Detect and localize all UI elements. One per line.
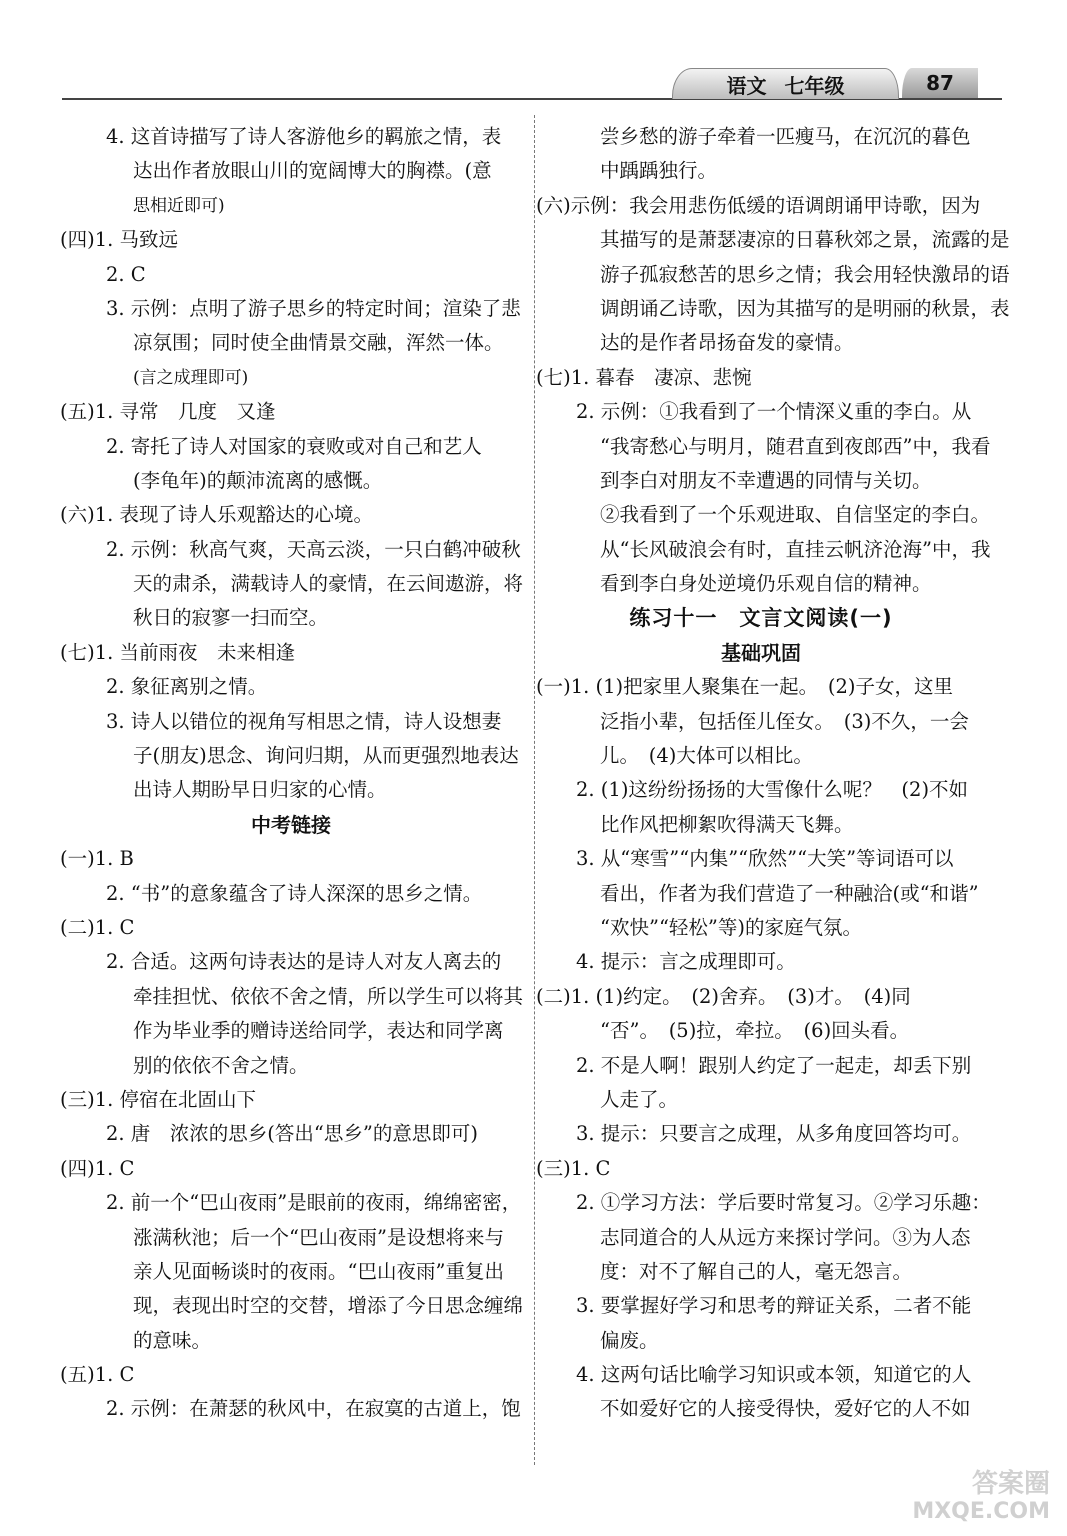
text-line: 3. 要掌握好学习和思考的辩证关系，二者不能 <box>576 1294 972 1318</box>
text-line: 出诗人期盼早日归家的心情。 <box>133 778 387 802</box>
section-heading: 基础巩固 <box>721 640 801 665</box>
text-line: (六)1. 表现了诗人乐观豁达的心境。 <box>60 503 374 527</box>
text-line: 4. 这首诗描写了诗人客游他乡的羁旅之情，表 <box>106 125 502 148</box>
text-line: 偏废。 <box>600 1328 659 1352</box>
text-line: 中踽踽独行。 <box>600 159 718 183</box>
text-line: 2. 示例：在萧瑟的秋风中，在寂寞的古道上，饱 <box>106 1397 521 1421</box>
text-line: 2. 示例：①我看到了一个情深义重的李白。从 <box>576 400 972 424</box>
text-line: 2. 寄托了诗人对国家的衰败或对自己和艺人 <box>106 434 482 458</box>
text-line: 3. 从“寒雪”“内集”“欣然”“大笑”等词语可以 <box>576 847 954 871</box>
text-line: (六)示例：我会用悲伤低缓的语调朗诵甲诗歌，因为 <box>536 193 981 217</box>
text-line: 亲人见面畅谈时的夜雨。“巴山夜雨”重复出 <box>133 1259 504 1283</box>
text-line: (三)1. C <box>536 1156 611 1180</box>
header-subject-tab <box>672 68 899 99</box>
text-line: 2. 唐 浓浓的思乡(答出“思乡”的意思即可) <box>106 1122 478 1146</box>
text-line: 别的依依不舍之情。 <box>133 1053 309 1077</box>
text-line: (四)1. C <box>60 1156 135 1180</box>
text-line: 3. 提示：只要言之成理，从多角度回答均可。 <box>576 1122 972 1146</box>
text-line: 泛指小辈，包括侄儿侄女。 (3)不久，一会 <box>600 709 969 733</box>
text-line: 不如爱好它的人接受得快，爱好它的人不如 <box>600 1397 971 1421</box>
section-heading: 练习十一 文言文阅读(一) <box>629 606 893 631</box>
text-line: 2. 合适。这两句诗表达的是诗人对友人离去的 <box>106 950 502 974</box>
text-line: 2. C <box>106 262 146 286</box>
text-line: 现，表现出时空的交替，增添了今日思念缠绵 <box>133 1294 524 1318</box>
text-line: (四)1. 马致远 <box>60 228 179 252</box>
text-line: (一)1. (1)把家里人聚集在一起。 (2)子女，这里 <box>536 675 954 699</box>
text-line: 人走了。 <box>600 1087 679 1111</box>
text-line: 看到李白身处逆境仍乐观自信的精神。 <box>600 572 932 596</box>
text-line: 的意味。 <box>133 1328 212 1352</box>
text-line: 3. 诗人以错位的视角写相思之情，诗人设想妻 <box>106 709 502 733</box>
left-column <box>60 120 522 1427</box>
text-line: ②我看到了一个乐观进取、自信坚定的李白。 <box>600 503 991 527</box>
text-line: (七)1. 当前雨夜 未来相逢 <box>60 640 296 664</box>
text-line: 到李白对朋友不幸遭遇的同情与关切。 <box>600 468 932 492</box>
text-line: 2. “书”的意象蕴含了诗人深深的思乡之情。 <box>106 881 483 905</box>
section-heading: 中考链接 <box>251 812 331 837</box>
text-line: (李龟年)的颠沛流离的感慨。 <box>133 468 383 492</box>
watermark <box>850 1470 1050 1530</box>
text-line: 秋日的寂寥一扫而空。 <box>133 606 329 630</box>
text-line: (一)1. B <box>60 847 134 871</box>
text-line: 尝乡愁的游子牵着一匹瘦马，在沉沉的暮色 <box>600 125 971 148</box>
text-line: “我寄愁心与明月，随君直到夜郎西”中，我看 <box>600 434 991 458</box>
text-line: 调朗诵乙诗歌，因为其描写的是明丽的秋景，表 <box>600 296 1010 320</box>
text-line: 达的是作者昂扬奋发的豪情。 <box>600 331 854 355</box>
text-line: (二)1. (1)约定。 (2)舍弃。 (3)才。 (4)同 <box>536 984 911 1008</box>
page-number: 87 <box>902 68 978 98</box>
text-line: 志同道合的人从远方来探讨学问。③为人态 <box>600 1225 971 1249</box>
text-line: 儿。 (4)大体可以相比。 <box>600 744 813 768</box>
text-line: (七)1. 暮春 凄凉、悲惋 <box>536 365 752 389</box>
text-line: (二)1. C <box>60 915 135 939</box>
watermark-url: MXQE.COM <box>912 1499 1050 1524</box>
text-line: 游子孤寂愁苦的思乡之情；我会用轻快激昂的语 <box>600 262 1010 286</box>
right-column <box>536 120 1010 1427</box>
text-line: 2. 前一个“巴山夜雨”是眼前的夜雨，绵绵密密， <box>106 1191 522 1215</box>
text-line: 从“长风破浪会有时，直挂云帆济沧海”中，我 <box>600 537 991 561</box>
text-line: 2. 象征离别之情。 <box>106 675 268 699</box>
text-line: 思相近即可) <box>133 195 225 216</box>
text-line: (三)1. 停宿在北固山下 <box>60 1087 257 1111</box>
text-line: 作为毕业季的赠诗送给同学，表达和同学离 <box>133 1019 504 1043</box>
text-line: 4. 这两句话比喻学习知识或本领，知道它的人 <box>576 1363 972 1387</box>
text-line: 天的肃杀，满载诗人的豪情，在云间遨游，将 <box>133 572 524 596</box>
text-line: 看出，作者为我们营造了一种融洽(或“和谐” <box>600 881 979 905</box>
text-line: 涨满秋池；后一个“巴山夜雨”是设想将来与 <box>133 1225 504 1249</box>
text-line: 牵挂担忧、依依不舍之情，所以学生可以将其 <box>133 984 524 1008</box>
text-line: 比作风把柳絮吹得满天飞舞。 <box>600 812 854 836</box>
text-line: 4. 提示：言之成理即可。 <box>576 950 796 974</box>
text-line: 度：对不了解自己的人，毫无怨言。 <box>600 1259 913 1283</box>
text-line: (五)1. 寻常 几度 又逢 <box>60 400 276 424</box>
text-line: 凉氛围；同时使全曲情景交融，浑然一体。 <box>133 331 504 355</box>
text-line: 2. 不是人啊！跟别人约定了一起走，却丢下别 <box>576 1053 972 1077</box>
watermark-logo-text: 答案圈 <box>971 1469 1050 1499</box>
text-line: “否”。 (5)拉，牵拉。 (6)回头看。 <box>600 1019 910 1043</box>
text-line: 2. 示例：秋高气爽，天高云淡，一只白鹤冲破秋 <box>106 537 521 561</box>
text-line: “欢快”“轻松”等)的家庭气氛。 <box>600 915 862 939</box>
text-line: 其描写的是萧瑟凄凉的日暮秋郊之景，流露的是 <box>600 228 1010 252</box>
text-line: 2. (1)这纷纷扬扬的大雪像什么呢？ (2)不如 <box>576 778 969 802</box>
text-line: (五)1. C <box>60 1363 135 1387</box>
text-line: 子(朋友)思念、询问归期，从而更强烈地表达 <box>133 744 519 768</box>
header-grade: 七年级 <box>784 73 845 98</box>
text-line: 达出作者放眼山川的宽阔博大的胸襟。(意 <box>133 159 492 183</box>
header-subject: 语文 <box>726 73 767 98</box>
column-divider <box>534 115 535 1465</box>
text-line: 2. ①学习方法：学后要时常复习。②学习乐趣： <box>576 1191 991 1215</box>
text-line: 3. 示例：点明了游子思乡的特定时间；渲染了悲 <box>106 296 521 320</box>
text-line: (言之成理即可) <box>133 367 249 388</box>
